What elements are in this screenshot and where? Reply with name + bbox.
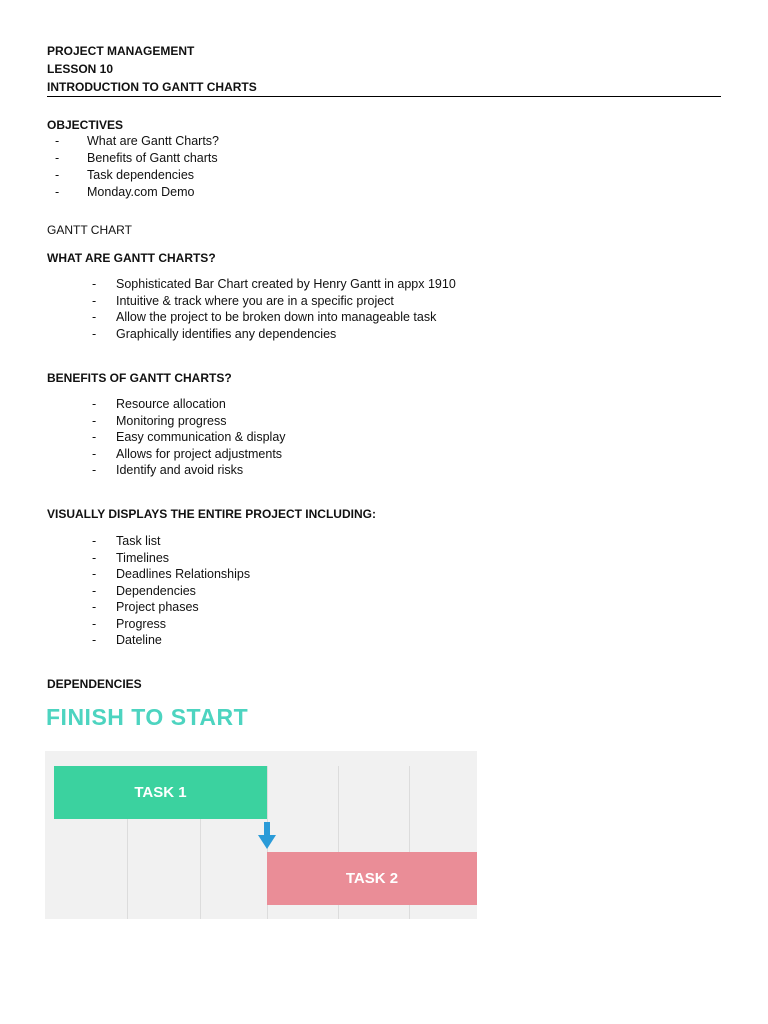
what-are-heading: WHAT ARE GANTT CHARTS? [47, 251, 216, 265]
list-item: - Resource allocation [92, 397, 226, 411]
list-item: - Graphically identifies any dependencies [92, 326, 337, 341]
task-1-bar [54, 766, 267, 819]
benefits-list [92, 396, 392, 479]
list-item: - Monday.com Demo [55, 185, 195, 199]
lesson-number: LESSON 10 [47, 62, 114, 76]
list-item: - Project phases [92, 600, 199, 614]
task-1-label: TASK 1 [134, 784, 187, 801]
gantt-chart-label: GANTT CHART [47, 223, 132, 237]
grid-line [338, 905, 339, 919]
list-item: - Intuitive & track where you are in a specific project [92, 293, 394, 308]
grid-line [409, 766, 410, 852]
what-are-list [92, 276, 512, 342]
finish-to-start-diagram [45, 751, 477, 919]
dependency-arrow-icon [258, 822, 276, 850]
list-item: - Timelines [92, 550, 170, 565]
list-item: - Task list [92, 534, 161, 548]
list-item: - Task dependencies [55, 168, 195, 182]
objectives-heading: OBJECTIVES [47, 118, 124, 132]
grid-line [338, 766, 339, 852]
list-item: - Allow the project to be broken down into manageable task [92, 310, 437, 324]
benefits-heading: BENEFITS OF GANTT CHARTS? [47, 371, 232, 385]
task-2-bar [267, 852, 477, 905]
list-item: - Progress [92, 616, 167, 631]
dependencies-heading: DEPENDENCIES [47, 677, 142, 691]
course-title: PROJECT MANAGEMENT [47, 44, 195, 58]
lesson-title: INTRODUCTION TO GANTT CHARTS [47, 80, 257, 94]
grid-line [200, 819, 201, 919]
grid-line [127, 819, 128, 919]
list-item: - Allows for project adjustments [92, 446, 283, 461]
list-item: - What are Gantt Charts? [55, 134, 220, 148]
list-item: - Deadlines Relationships [92, 567, 251, 581]
list-item: - Dependencies [92, 583, 196, 598]
list-item: - Dateline [92, 633, 162, 647]
list-item: - Sophisticated Bar Chart created by Henry Gantt in appx 1910 [92, 277, 456, 291]
finish-to-start-title: FINISH TO START [46, 704, 249, 730]
grid-line [409, 905, 410, 919]
list-item: - Monitoring progress [92, 413, 227, 428]
task-2-label: TASK 2 [345, 870, 399, 887]
header-divider [47, 96, 721, 97]
visually-displays-list [92, 533, 392, 649]
list-item: - Easy communication & display [92, 430, 286, 444]
visually-displays-heading: VISUALLY DISPLAYS THE ENTIRE PROJECT INCLUDING: [47, 507, 376, 521]
objectives-list [55, 133, 355, 201]
list-item: - Identify and avoid risks [92, 463, 244, 477]
list-item: - Benefits of Gantt charts [55, 151, 218, 165]
